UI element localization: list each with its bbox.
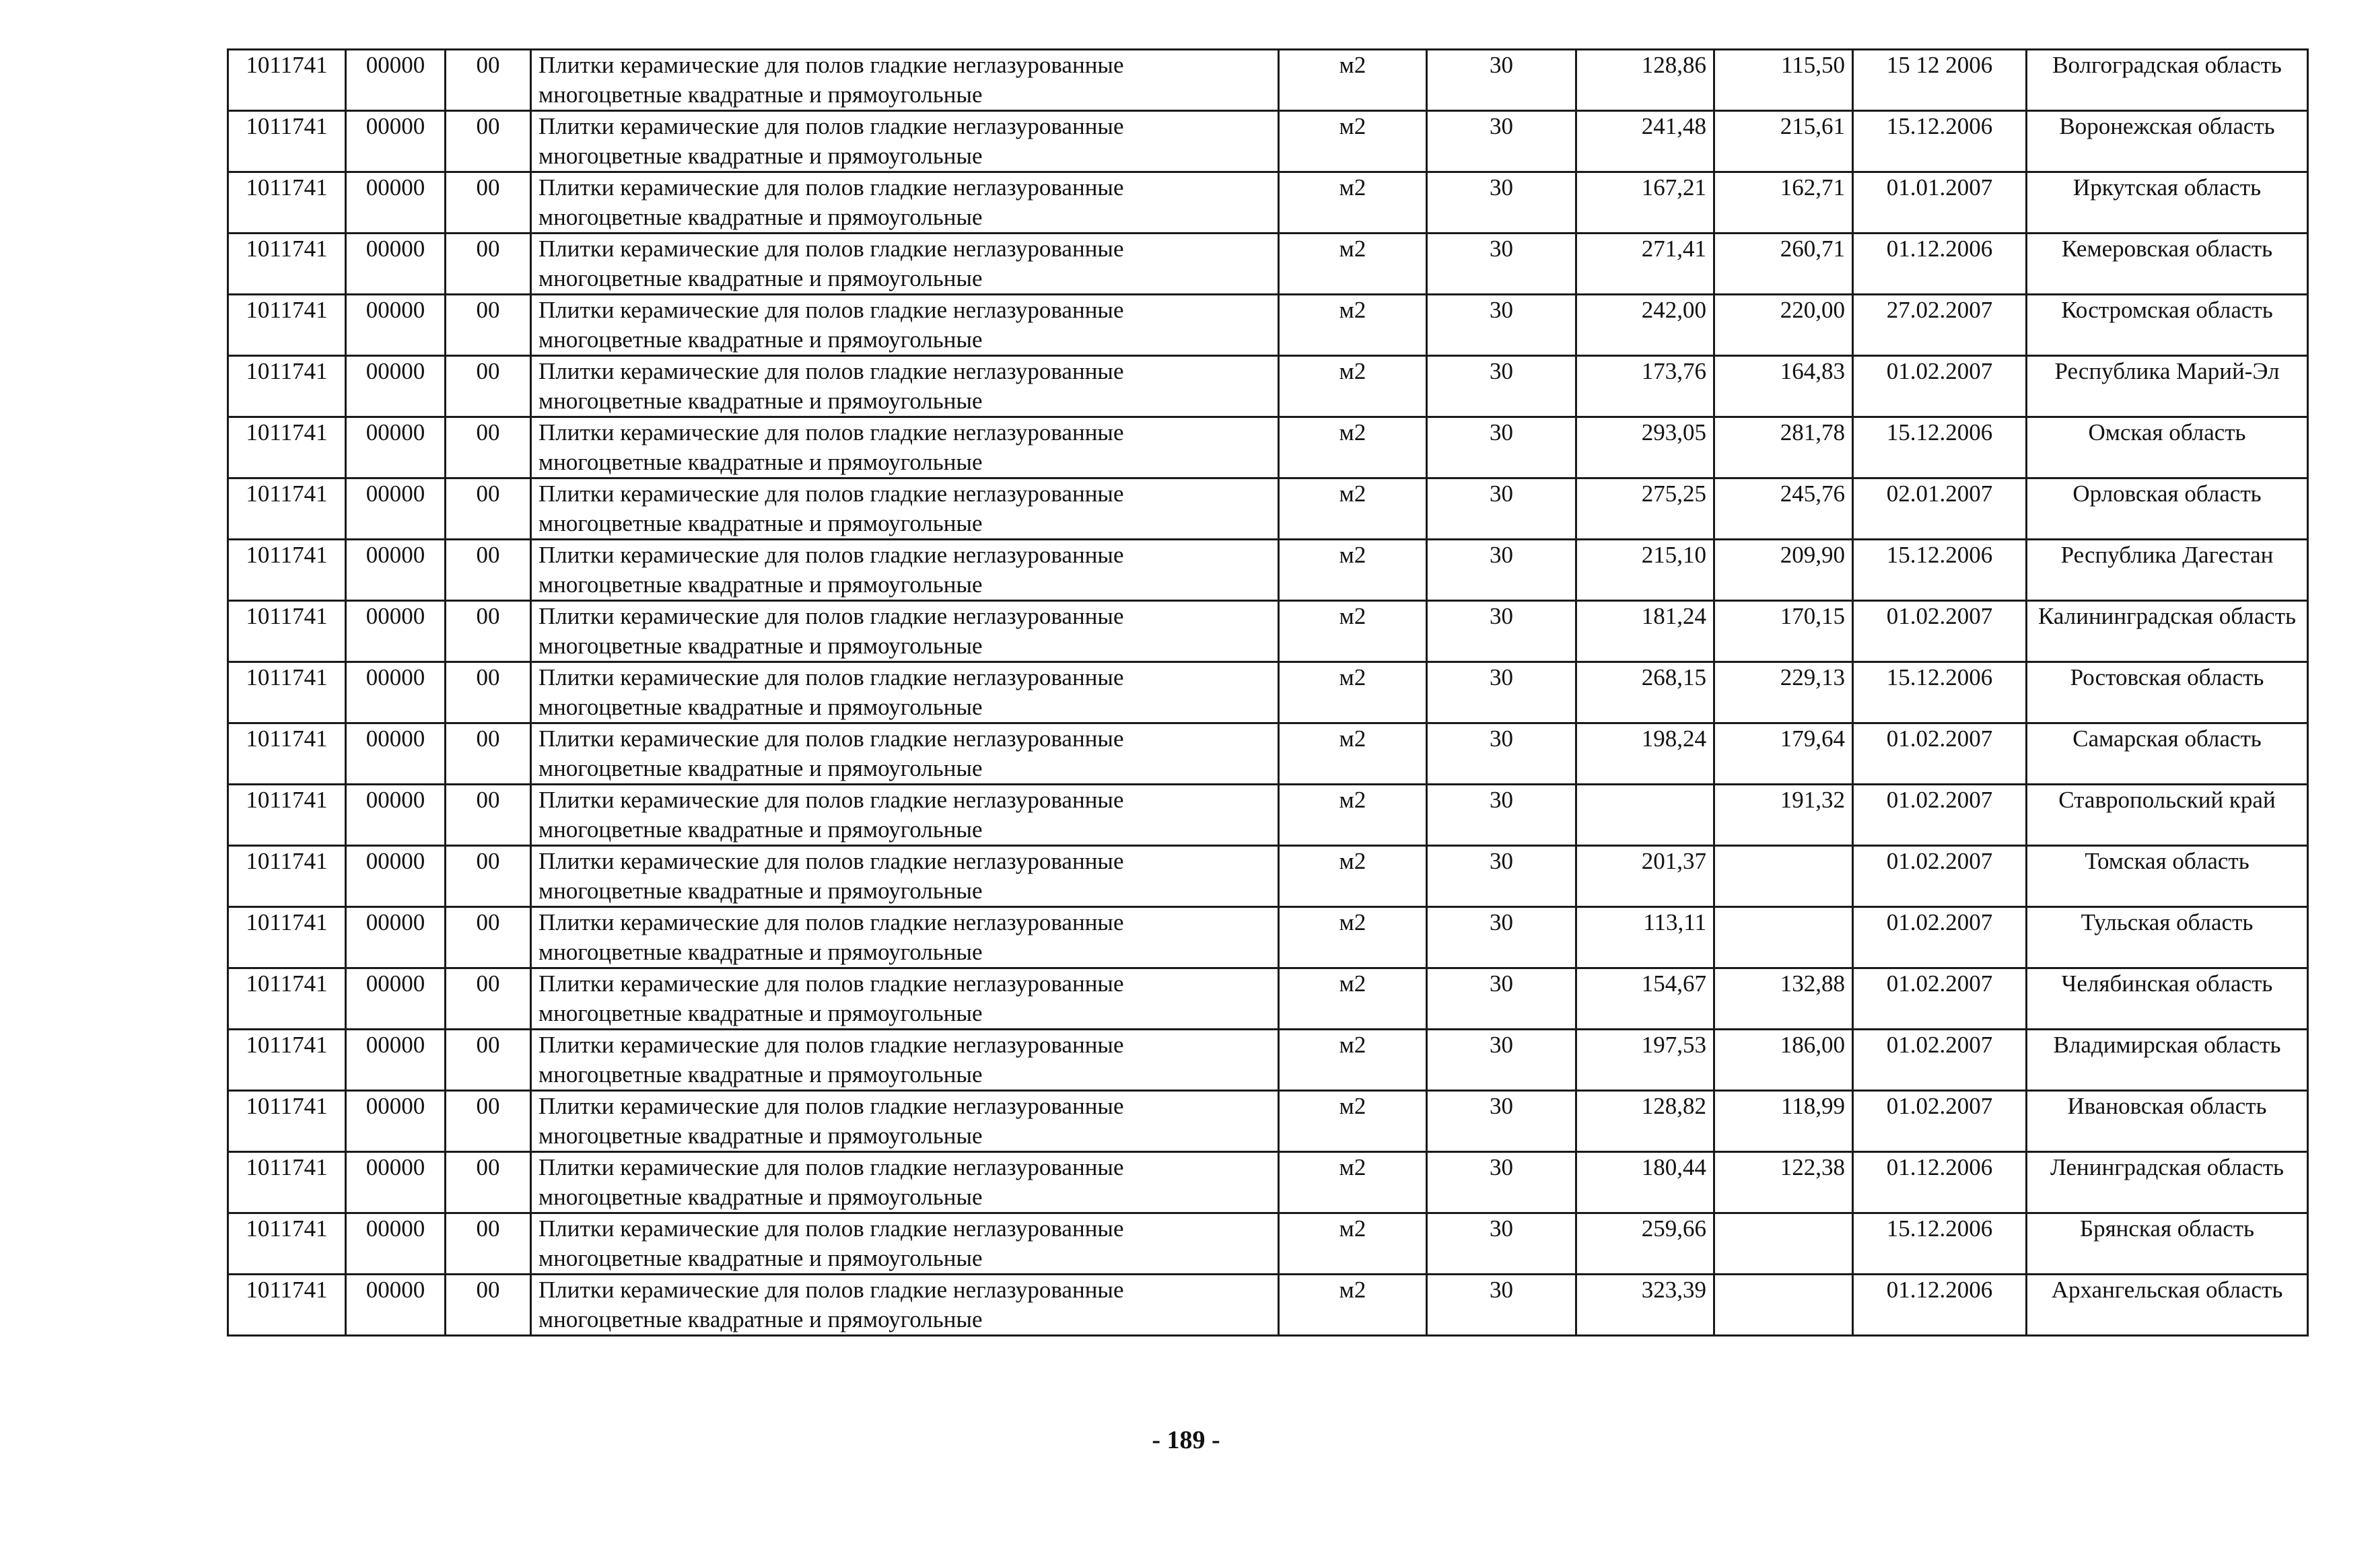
cell-subcode-2: 00 — [446, 540, 531, 601]
cell-subcode: 00000 — [346, 1213, 446, 1275]
cell-unit: м2 — [1279, 1213, 1427, 1275]
table-row — [228, 478, 2308, 540]
table-row — [228, 846, 2308, 907]
cell-code: 1011741 — [228, 1030, 346, 1091]
cell-price-2: 209,90 — [1714, 540, 1853, 601]
product-name-line-1: Плитки керамические для полов гладкие неглазурованные — [538, 603, 1124, 629]
cell-price-2 — [1714, 1275, 1853, 1336]
cell-subcode: 00000 — [346, 968, 446, 1030]
cell-quantity: 30 — [1427, 1091, 1576, 1152]
cell-code: 1011741 — [228, 478, 346, 540]
cell-price-2: 164,83 — [1714, 356, 1853, 417]
table-row — [228, 662, 2308, 723]
cell-price-1 — [1576, 785, 1714, 846]
product-name-line-2: многоцветные квадратные и прямоугольные — [538, 633, 983, 659]
cell-quantity: 30 — [1427, 723, 1576, 785]
cell-product-name — [531, 723, 1279, 785]
cell-quantity: 30 — [1427, 1213, 1576, 1275]
cell-code: 1011741 — [228, 1275, 346, 1336]
table-row — [228, 111, 2308, 172]
product-name-line-2: многоцветные квадратные и прямоугольные — [538, 878, 983, 904]
product-name-line-1: Плитки керамические для полов гладкие неглазурованные — [538, 725, 1124, 752]
cell-unit: м2 — [1279, 295, 1427, 356]
cell-unit: м2 — [1279, 356, 1427, 417]
cell-subcode-2: 00 — [446, 1091, 531, 1152]
cell-price-2 — [1714, 1213, 1853, 1275]
cell-price-2: 179,64 — [1714, 723, 1853, 785]
cell-subcode-2: 00 — [446, 1152, 531, 1213]
product-name-line-2: многоцветные квадратные и прямоугольные — [538, 1000, 983, 1026]
table-row — [228, 356, 2308, 417]
product-name-line-1: Плитки керамические для полов гладкие неглазурованные — [538, 297, 1124, 323]
product-name-line-2: многоцветные квадратные и прямоугольные — [538, 81, 983, 108]
cell-unit: м2 — [1279, 172, 1427, 234]
cell-code: 1011741 — [228, 234, 346, 295]
cell-product-name — [531, 907, 1279, 968]
cell-subcode: 00000 — [346, 1091, 446, 1152]
product-name-line-2: многоцветные квадратные и прямоугольные — [538, 571, 983, 598]
table-row — [228, 723, 2308, 785]
price-table — [227, 48, 2309, 1337]
cell-subcode-2: 00 — [446, 356, 531, 417]
cell-subcode-2: 00 — [446, 1275, 531, 1336]
table-row — [228, 234, 2308, 295]
product-name-line-1: Плитки керамические для полов гладкие неглазурованные — [538, 1032, 1124, 1058]
cell-quantity: 30 — [1427, 785, 1576, 846]
product-name-line-2: многоцветные квадратные и прямоугольные — [538, 510, 983, 536]
cell-subcode-2: 00 — [446, 50, 531, 111]
cell-quantity: 30 — [1427, 907, 1576, 968]
table-row — [228, 1213, 2308, 1275]
cell-product-name — [531, 601, 1279, 662]
cell-price-1: 275,25 — [1576, 478, 1714, 540]
cell-quantity: 30 — [1427, 172, 1576, 234]
cell-unit: м2 — [1279, 907, 1427, 968]
cell-subcode: 00000 — [346, 723, 446, 785]
cell-product-name — [531, 172, 1279, 234]
cell-product-name — [531, 111, 1279, 172]
cell-subcode: 00000 — [346, 478, 446, 540]
table-row — [228, 1152, 2308, 1213]
document-sheet — [227, 48, 2307, 1337]
cell-subcode: 00000 — [346, 846, 446, 907]
cell-quantity: 30 — [1427, 601, 1576, 662]
cell-price-1: 167,21 — [1576, 172, 1714, 234]
table-row — [228, 540, 2308, 601]
cell-unit: м2 — [1279, 1030, 1427, 1091]
cell-subcode: 00000 — [346, 1030, 446, 1091]
cell-price-1: 173,76 — [1576, 356, 1714, 417]
cell-quantity: 30 — [1427, 478, 1576, 540]
cell-code: 1011741 — [228, 50, 346, 111]
cell-product-name — [531, 968, 1279, 1030]
cell-date: 01.02.2007 — [1853, 785, 2027, 846]
product-name-line-2: многоцветные квадратные и прямоугольные — [538, 388, 983, 414]
cell-subcode: 00000 — [346, 356, 446, 417]
cell-unit: м2 — [1279, 723, 1427, 785]
table-body — [228, 50, 2308, 1336]
cell-quantity: 30 — [1427, 1152, 1576, 1213]
product-name-line-1: Плитки керамические для полов гладкие неглазурованные — [538, 1215, 1124, 1242]
cell-unit: м2 — [1279, 417, 1427, 478]
cell-subcode: 00000 — [346, 50, 446, 111]
cell-region: Тульская область — [2027, 907, 2308, 968]
cell-subcode: 00000 — [346, 417, 446, 478]
cell-quantity: 30 — [1427, 540, 1576, 601]
product-name-line-1: Плитки керамические для полов гладкие неглазурованные — [538, 358, 1124, 384]
cell-product-name — [531, 417, 1279, 478]
cell-subcode: 00000 — [346, 1152, 446, 1213]
cell-unit: м2 — [1279, 1275, 1427, 1336]
cell-region: Томская область — [2027, 846, 2308, 907]
cell-subcode-2: 00 — [446, 662, 531, 723]
cell-quantity: 30 — [1427, 1030, 1576, 1091]
cell-subcode-2: 00 — [446, 172, 531, 234]
cell-region: Омская область — [2027, 417, 2308, 478]
cell-code: 1011741 — [228, 417, 346, 478]
cell-region: Ростовская область — [2027, 662, 2308, 723]
product-name-line-1: Плитки керамические для полов гладкие неглазурованные — [538, 1093, 1124, 1119]
product-name-line-2: многоцветные квадратные и прямоугольные — [538, 694, 983, 720]
cell-price-1: 128,82 — [1576, 1091, 1714, 1152]
product-name-line-1: Плитки керамические для полов гладкие неглазурованные — [538, 52, 1124, 78]
cell-subcode: 00000 — [346, 234, 446, 295]
cell-date: 01.02.2007 — [1853, 1091, 2027, 1152]
table-row — [228, 601, 2308, 662]
cell-date: 01.02.2007 — [1853, 356, 2027, 417]
cell-product-name — [531, 1030, 1279, 1091]
cell-price-1: 215,10 — [1576, 540, 1714, 601]
cell-code: 1011741 — [228, 846, 346, 907]
cell-region: Ленинградская область — [2027, 1152, 2308, 1213]
cell-subcode: 00000 — [346, 1275, 446, 1336]
product-name-line-1: Плитки керамические для полов гладкие неглазурованные — [538, 909, 1124, 935]
cell-product-name — [531, 662, 1279, 723]
product-name-line-2: многоцветные квадратные и прямоугольные — [538, 265, 983, 291]
cell-unit: м2 — [1279, 1152, 1427, 1213]
cell-subcode-2: 00 — [446, 478, 531, 540]
cell-price-2 — [1714, 846, 1853, 907]
cell-subcode: 00000 — [346, 907, 446, 968]
product-name-line-1: Плитки керамические для полов гладкие неглазурованные — [538, 236, 1124, 262]
table-row — [228, 1091, 2308, 1152]
cell-code: 1011741 — [228, 968, 346, 1030]
cell-price-2: 260,71 — [1714, 234, 1853, 295]
cell-region: Волгоградская область — [2027, 50, 2308, 111]
cell-date: 27.02.2007 — [1853, 295, 2027, 356]
cell-price-1: 197,53 — [1576, 1030, 1714, 1091]
product-name-line-2: многоцветные квадратные и прямоугольные — [538, 449, 983, 475]
cell-subcode-2: 00 — [446, 417, 531, 478]
cell-price-2: 245,76 — [1714, 478, 1853, 540]
table-row — [228, 50, 2308, 111]
cell-region: Самарская область — [2027, 723, 2308, 785]
cell-price-1: 113,11 — [1576, 907, 1714, 968]
cell-subcode-2: 00 — [446, 111, 531, 172]
cell-product-name — [531, 540, 1279, 601]
cell-quantity: 30 — [1427, 662, 1576, 723]
cell-region: Республика Марий-Эл — [2027, 356, 2308, 417]
cell-date: 01.12.2006 — [1853, 234, 2027, 295]
product-name-line-2: многоцветные квадратные и прямоугольные — [538, 1306, 983, 1332]
cell-code: 1011741 — [228, 1091, 346, 1152]
cell-quantity: 30 — [1427, 50, 1576, 111]
cell-product-name — [531, 234, 1279, 295]
cell-price-2: 229,13 — [1714, 662, 1853, 723]
cell-price-2: 162,71 — [1714, 172, 1853, 234]
cell-region: Ивановская область — [2027, 1091, 2308, 1152]
cell-region: Воронежская область — [2027, 111, 2308, 172]
cell-subcode-2: 00 — [446, 295, 531, 356]
cell-code: 1011741 — [228, 111, 346, 172]
cell-date: 15.12.2006 — [1853, 540, 2027, 601]
cell-subcode: 00000 — [346, 172, 446, 234]
product-name-line-2: многоцветные квадратные и прямоугольные — [538, 326, 983, 353]
cell-price-1: 268,15 — [1576, 662, 1714, 723]
table-row — [228, 1030, 2308, 1091]
cell-code: 1011741 — [228, 172, 346, 234]
cell-date: 01.01.2007 — [1853, 172, 2027, 234]
product-name-line-1: Плитки керамические для полов гладкие неглазурованные — [538, 787, 1124, 813]
cell-region: Иркутская область — [2027, 172, 2308, 234]
table-row — [228, 417, 2308, 478]
product-name-line-1: Плитки керамические для полов гладкие неглазурованные — [538, 542, 1124, 568]
cell-product-name — [531, 1213, 1279, 1275]
product-name-line-1: Плитки керамические для полов гладкие неглазурованные — [538, 480, 1124, 507]
cell-unit: м2 — [1279, 111, 1427, 172]
cell-date: 15.12.2006 — [1853, 111, 2027, 172]
cell-product-name — [531, 356, 1279, 417]
product-name-line-2: многоцветные квадратные и прямоугольные — [538, 143, 983, 169]
cell-price-2: 220,00 — [1714, 295, 1853, 356]
cell-price-2: 118,99 — [1714, 1091, 1853, 1152]
cell-date: 01.02.2007 — [1853, 846, 2027, 907]
product-name-line-1: Плитки керамические для полов гладкие неглазурованные — [538, 174, 1124, 201]
cell-price-2: 132,88 — [1714, 968, 1853, 1030]
cell-date: 15 12 2006 — [1853, 50, 2027, 111]
cell-date: 15.12.2006 — [1853, 1213, 2027, 1275]
product-name-line-1: Плитки керамические для полов гладкие неглазурованные — [538, 970, 1124, 997]
cell-unit: м2 — [1279, 540, 1427, 601]
cell-subcode-2: 00 — [446, 234, 531, 295]
cell-price-2 — [1714, 907, 1853, 968]
page-number: - 189 - — [1152, 1426, 1220, 1454]
cell-quantity: 30 — [1427, 417, 1576, 478]
cell-product-name — [531, 295, 1279, 356]
cell-region: Архангельская область — [2027, 1275, 2308, 1336]
cell-price-1: 323,39 — [1576, 1275, 1714, 1336]
cell-product-name — [531, 846, 1279, 907]
cell-price-1: 154,67 — [1576, 968, 1714, 1030]
table-row — [228, 785, 2308, 846]
cell-date: 01.02.2007 — [1853, 1030, 2027, 1091]
cell-date: 01.12.2006 — [1853, 1275, 2027, 1336]
cell-price-2: 281,78 — [1714, 417, 1853, 478]
cell-subcode: 00000 — [346, 111, 446, 172]
cell-price-2: 170,15 — [1714, 601, 1853, 662]
cell-date: 01.02.2007 — [1853, 907, 2027, 968]
table-row — [228, 968, 2308, 1030]
cell-code: 1011741 — [228, 1152, 346, 1213]
product-name-line-2: многоцветные квадратные и прямоугольные — [538, 816, 983, 843]
cell-date: 15.12.2006 — [1853, 417, 2027, 478]
cell-quantity: 30 — [1427, 1275, 1576, 1336]
cell-region: Ставропольский край — [2027, 785, 2308, 846]
cell-unit: м2 — [1279, 846, 1427, 907]
cell-subcode: 00000 — [346, 540, 446, 601]
cell-product-name — [531, 50, 1279, 111]
product-name-line-1: Плитки керамические для полов гладкие неглазурованные — [538, 419, 1124, 446]
cell-price-2: 122,38 — [1714, 1152, 1853, 1213]
cell-price-1: 293,05 — [1576, 417, 1714, 478]
cell-price-1: 259,66 — [1576, 1213, 1714, 1275]
cell-price-1: 198,24 — [1576, 723, 1714, 785]
cell-code: 1011741 — [228, 785, 346, 846]
cell-code: 1011741 — [228, 723, 346, 785]
cell-price-1: 128,86 — [1576, 50, 1714, 111]
cell-price-1: 201,37 — [1576, 846, 1714, 907]
cell-unit: м2 — [1279, 662, 1427, 723]
cell-date: 01.02.2007 — [1853, 723, 2027, 785]
cell-price-2: 115,50 — [1714, 50, 1853, 111]
product-name-line-1: Плитки керамические для полов гладкие неглазурованные — [538, 664, 1124, 690]
cell-price-1: 180,44 — [1576, 1152, 1714, 1213]
cell-quantity: 30 — [1427, 968, 1576, 1030]
cell-date: 01.02.2007 — [1853, 601, 2027, 662]
product-name-line-2: многоцветные квадратные и прямоугольные — [538, 755, 983, 781]
cell-unit: м2 — [1279, 234, 1427, 295]
cell-subcode-2: 00 — [446, 1030, 531, 1091]
product-name-line-2: многоцветные квадратные и прямоугольные — [538, 939, 983, 965]
cell-code: 1011741 — [228, 540, 346, 601]
cell-unit: м2 — [1279, 478, 1427, 540]
cell-price-2: 215,61 — [1714, 111, 1853, 172]
table-row — [228, 907, 2308, 968]
cell-date: 01.12.2006 — [1853, 1152, 2027, 1213]
cell-unit: м2 — [1279, 968, 1427, 1030]
table-row — [228, 172, 2308, 234]
cell-price-1: 271,41 — [1576, 234, 1714, 295]
product-name-line-1: Плитки керамические для полов гладкие неглазурованные — [538, 1277, 1124, 1303]
cell-quantity: 30 — [1427, 111, 1576, 172]
cell-region: Республика Дагестан — [2027, 540, 2308, 601]
product-name-line-1: Плитки керамические для полов гладкие неглазурованные — [538, 1154, 1124, 1180]
cell-product-name — [531, 478, 1279, 540]
table-row — [228, 295, 2308, 356]
cell-subcode: 00000 — [346, 785, 446, 846]
cell-price-2: 186,00 — [1714, 1030, 1853, 1091]
cell-subcode: 00000 — [346, 662, 446, 723]
cell-unit: м2 — [1279, 1091, 1427, 1152]
cell-date: 15.12.2006 — [1853, 662, 2027, 723]
cell-code: 1011741 — [228, 907, 346, 968]
cell-code: 1011741 — [228, 601, 346, 662]
cell-subcode: 00000 — [346, 601, 446, 662]
cell-region: Брянская область — [2027, 1213, 2308, 1275]
product-name-line-2: многоцветные квадратные и прямоугольные — [538, 1184, 983, 1210]
cell-code: 1011741 — [228, 662, 346, 723]
cell-region: Владимирская область — [2027, 1030, 2308, 1091]
cell-price-1: 242,00 — [1576, 295, 1714, 356]
cell-unit: м2 — [1279, 601, 1427, 662]
cell-price-1: 181,24 — [1576, 601, 1714, 662]
product-name-line-1: Плитки керамические для полов гладкие неглазурованные — [538, 113, 1124, 139]
cell-date: 02.01.2007 — [1853, 478, 2027, 540]
cell-quantity: 30 — [1427, 356, 1576, 417]
cell-subcode-2: 00 — [446, 601, 531, 662]
cell-unit: м2 — [1279, 50, 1427, 111]
cell-date: 01.02.2007 — [1853, 968, 2027, 1030]
cell-unit: м2 — [1279, 785, 1427, 846]
cell-subcode-2: 00 — [446, 785, 531, 846]
cell-product-name — [531, 1152, 1279, 1213]
cell-region: Костромская область — [2027, 295, 2308, 356]
cell-code: 1011741 — [228, 1213, 346, 1275]
cell-quantity: 30 — [1427, 295, 1576, 356]
cell-product-name — [531, 785, 1279, 846]
cell-subcode-2: 00 — [446, 907, 531, 968]
cell-product-name — [531, 1091, 1279, 1152]
product-name-line-1: Плитки керамические для полов гладкие неглазурованные — [538, 848, 1124, 874]
cell-region: Калининградская область — [2027, 601, 2308, 662]
cell-subcode: 00000 — [346, 295, 446, 356]
product-name-line-2: многоцветные квадратные и прямоугольные — [538, 1122, 983, 1149]
cell-product-name — [531, 1275, 1279, 1336]
cell-quantity: 30 — [1427, 846, 1576, 907]
cell-subcode-2: 00 — [446, 723, 531, 785]
cell-price-1: 241,48 — [1576, 111, 1714, 172]
cell-subcode-2: 00 — [446, 846, 531, 907]
cell-quantity: 30 — [1427, 234, 1576, 295]
product-name-line-2: многоцветные квадратные и прямоугольные — [538, 1061, 983, 1088]
product-name-line-2: многоцветные квадратные и прямоугольные — [538, 1245, 983, 1271]
cell-region: Орловская область — [2027, 478, 2308, 540]
product-name-line-2: многоцветные квадратные и прямоугольные — [538, 204, 983, 230]
cell-code: 1011741 — [228, 295, 346, 356]
cell-price-2: 191,32 — [1714, 785, 1853, 846]
cell-subcode-2: 00 — [446, 1213, 531, 1275]
cell-subcode-2: 00 — [446, 968, 531, 1030]
cell-region: Кемеровская область — [2027, 234, 2308, 295]
table-row — [228, 1275, 2308, 1336]
cell-code: 1011741 — [228, 356, 346, 417]
cell-region: Челябинская область — [2027, 968, 2308, 1030]
